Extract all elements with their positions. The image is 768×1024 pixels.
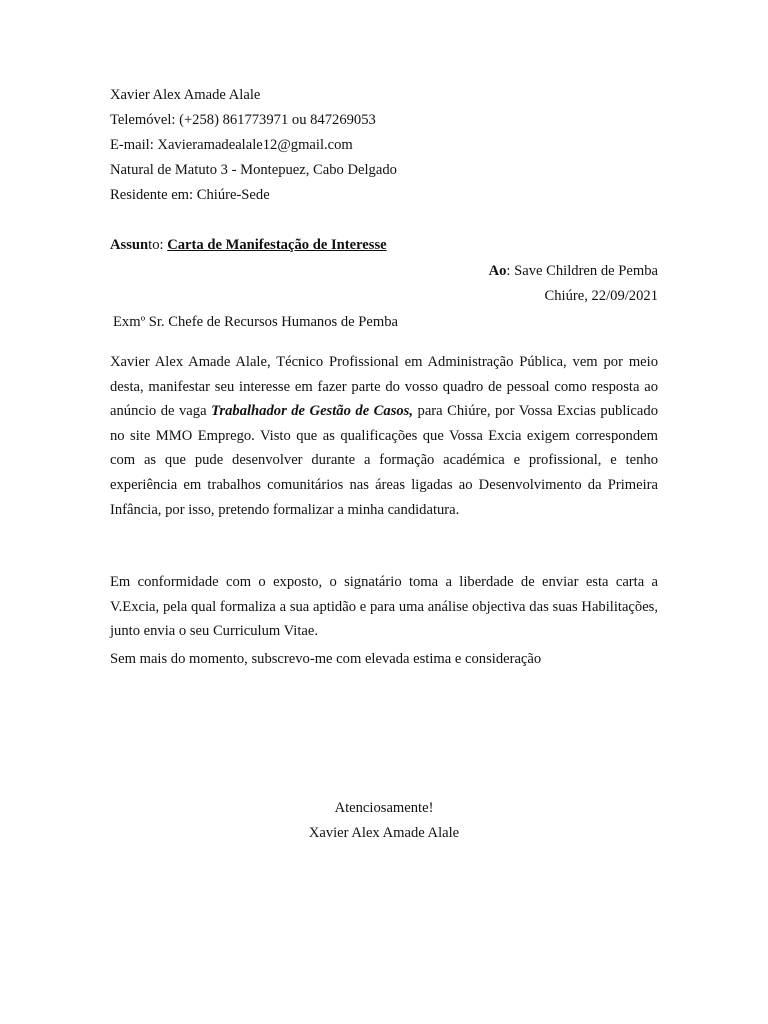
body-p1-end: para Chiúre, por Vossa Excias publicado no site MMO Emprego. Visto que as qualificações que Vossa Excia exigem correspondem com as que pude desenvolver durante a formação académica e profissional, e tenho experiência em trabalhos comunitários nas áreas ligadas ao Desenvolvimento da Primeira Infância, por isso, pretendo formalizar a minha candidatura. bbox=[110, 403, 658, 518]
place-date: Chiúre, 22/09/2021 bbox=[544, 288, 658, 304]
recipient-label: Ao bbox=[488, 263, 507, 279]
closing-farewell: Atenciosamente! bbox=[334, 800, 434, 816]
closing-signature: Xavier Alex Amade Alale bbox=[308, 825, 460, 841]
recipient-line bbox=[489, 262, 658, 280]
subject-label-bold: Assun bbox=[110, 237, 149, 253]
body-paragraph-1 bbox=[110, 350, 658, 522]
body-p1-start: Xavier Alex Amade Alale, Técnico Profissional em Administração Pública, vem por meio desta, manifestar seu interesse em fazer parte do vosso quadro de pessoal como resposta ao anúncio de vaga bbox=[110, 354, 658, 420]
subject-label-rest: to: bbox=[148, 237, 164, 253]
salutation: Exmº Sr. Chefe de Recursos Humanos de Pemba bbox=[113, 314, 398, 330]
body-paragraph-2: Em conformidade com o exposto, o signatário toma a liberdade de enviar esta carta a V.Excia, pela qual formaliza a sua aptidão e para uma análise objectiva das suas Habilitações, junto envia o seu Curriculum Vitae. bbox=[110, 574, 658, 640]
sender-origin: Natural de Matuto 3 - Montepuez, Cabo Delgado bbox=[110, 162, 397, 178]
recipient-text: : Save Children de Pemba bbox=[506, 263, 658, 279]
subject-line bbox=[110, 236, 387, 254]
sender-phone: Telemóvel: (+258) 861773971 ou 847269053 bbox=[110, 112, 376, 128]
body-paragraph-3: Sem mais do momento, subscrevo-me com elevada estima e consideração bbox=[110, 651, 542, 667]
subject-text: Carta de Manifestação de Interesse bbox=[167, 237, 387, 253]
job-title: Trabalhador de Gestão de Casos, bbox=[211, 403, 414, 420]
sender-email: E-mail: Xavieramadealale12@gmail.com bbox=[110, 137, 353, 153]
sender-residence: Residente em: Chiúre-Sede bbox=[110, 187, 270, 203]
sender-name: Xavier Alex Amade Alale bbox=[110, 87, 261, 103]
